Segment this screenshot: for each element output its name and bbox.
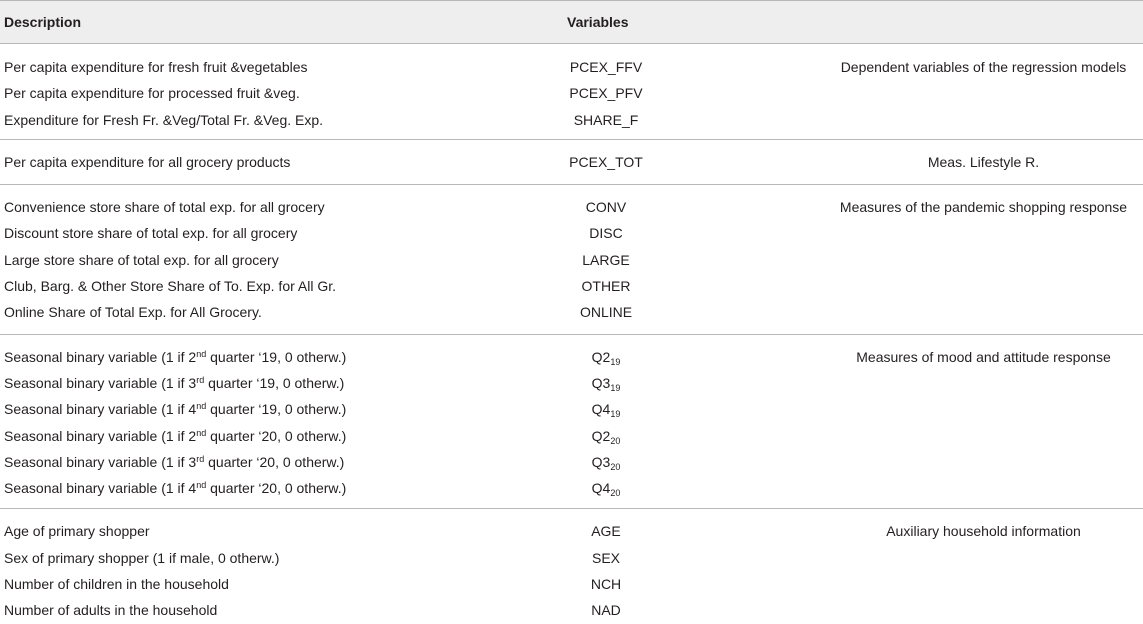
- var-main: Q2: [591, 427, 611, 444]
- table-row: [0, 220, 1143, 246]
- table-row: [0, 423, 1143, 449]
- row-note: Measures of the pandemic shopping response: [839, 199, 1128, 216]
- header-description: Description: [4, 14, 82, 30]
- row-variable: OTHER: [581, 278, 631, 295]
- row-variable: SEX: [591, 549, 620, 566]
- table-row: [0, 149, 1143, 175]
- row-variable: AGE: [591, 523, 621, 540]
- row-variable: [506, 423, 706, 449]
- ordinal-suffix: rd: [196, 374, 205, 385]
- row-description: [4, 344, 346, 370]
- table-row: [0, 597, 1143, 623]
- var-main: Q3: [591, 374, 611, 391]
- row-description: Per capita expenditure for fresh fruit &vegetables: [4, 59, 308, 75]
- row-description: Per capita expenditure for processed fruit &veg.: [4, 85, 300, 102]
- row-variable: SHARE_F: [573, 111, 639, 128]
- row-note: Measures of mood and attitude response: [856, 348, 1111, 365]
- table-row: [0, 571, 1143, 597]
- ordinal-suffix: nd: [196, 401, 207, 412]
- desc-text: quarter ‘20, 0 otherw.): [206, 480, 347, 497]
- row-description: Convenience store share of total exp. for all grocery: [4, 199, 325, 216]
- desc-text: Seasonal binary variable (1 if 4: [4, 480, 197, 497]
- var-subscript: 19: [610, 409, 621, 420]
- table-row: [0, 194, 1143, 220]
- row-description: Sex of primary shopper (1 if male, 0 otherw.): [4, 549, 280, 566]
- var-subscript: 20: [610, 435, 621, 446]
- table-row: [0, 370, 1143, 396]
- desc-text: Seasonal binary variable (1 if 4: [4, 401, 197, 418]
- row-variable: NAD: [591, 602, 621, 619]
- table-row: [0, 107, 1143, 133]
- row-description: Large store share of total exp. for all grocery: [4, 251, 279, 268]
- row-variable: [506, 475, 706, 501]
- desc-text: Seasonal binary variable (1 if 2: [4, 427, 197, 444]
- var-subscript: 19: [610, 382, 621, 393]
- row-description: Number of children in the household: [4, 576, 229, 593]
- row-description: [4, 423, 346, 449]
- row-variable: [506, 396, 706, 422]
- desc-text: quarter ‘19, 0 otherw.): [206, 348, 347, 365]
- table-row: [0, 247, 1143, 273]
- group-pandemic-shopping: [0, 185, 1143, 334]
- var-subscript: 20: [610, 488, 621, 499]
- desc-text: Seasonal binary variable (1 if 3: [4, 453, 197, 470]
- row-description: [4, 475, 346, 501]
- row-description: Club, Barg. & Other Store Share of To. Exp. for All Gr.: [4, 278, 337, 295]
- row-variable: PCEX_PFV: [569, 85, 643, 102]
- desc-text: quarter ‘19, 0 otherw.): [206, 401, 347, 418]
- row-variable: [506, 344, 706, 370]
- table-row: [0, 449, 1143, 475]
- header-variables: Variables: [567, 14, 629, 30]
- var-main: Q4: [591, 480, 611, 497]
- row-description: Number of adults in the household: [4, 602, 218, 619]
- row-description: [4, 370, 344, 396]
- group-seasonal: [0, 335, 1143, 510]
- group-dependent-variables: [0, 44, 1143, 140]
- table-row: [0, 299, 1143, 325]
- var-main: Q2: [591, 348, 611, 365]
- desc-text: quarter ‘20, 0 otherw.): [206, 427, 347, 444]
- row-description: Age of primary shopper: [4, 523, 150, 540]
- table-row: [0, 396, 1143, 422]
- group-household: [0, 509, 1143, 623]
- row-description: Expenditure for Fresh Fr. &Veg/Total Fr. &Veg. Exp.: [4, 111, 324, 128]
- table-row: [0, 273, 1143, 299]
- table-row: [0, 475, 1143, 501]
- ordinal-suffix: nd: [196, 348, 207, 359]
- table-row: [0, 545, 1143, 571]
- row-variable: [506, 370, 706, 396]
- ordinal-suffix: rd: [196, 453, 205, 464]
- row-description: Discount store share of total exp. for all grocery: [4, 225, 298, 242]
- row-variable: CONV: [585, 199, 627, 216]
- var-main: Q4: [591, 401, 611, 418]
- row-variable: PCEX_TOT: [569, 153, 643, 170]
- var-subscript: 20: [610, 461, 621, 472]
- row-variable: DISC: [589, 225, 623, 242]
- var-subscript: 19: [610, 356, 621, 367]
- row-variable: NCH: [590, 576, 622, 593]
- row-note: Meas. Lifestyle R.: [927, 153, 1040, 170]
- row-note: Auxiliary household information: [886, 523, 1081, 540]
- desc-text: quarter ‘19, 0 otherw.): [204, 374, 345, 391]
- row-description: [4, 449, 344, 475]
- row-note: Dependent variables of the regression models: [840, 59, 1127, 75]
- table-row: [0, 80, 1143, 106]
- table-row: [0, 518, 1143, 544]
- var-main: Q3: [591, 453, 611, 470]
- row-description: Online Share of Total Exp. for All Grocery.: [4, 304, 262, 321]
- table-row: [0, 54, 1143, 80]
- row-description: Per capita expenditure for all grocery products: [4, 153, 291, 170]
- row-description: [4, 396, 346, 422]
- table-header: [0, 0, 1143, 44]
- table-row: [0, 344, 1143, 370]
- group-lifestyle: [0, 140, 1143, 185]
- row-variable: PCEX_FFV: [569, 59, 643, 75]
- row-variable: LARGE: [582, 251, 630, 268]
- row-variable: ONLINE: [579, 304, 633, 321]
- desc-text: Seasonal binary variable (1 if 3: [4, 374, 197, 391]
- row-variable: [506, 449, 706, 475]
- desc-text: Seasonal binary variable (1 if 2: [4, 348, 197, 365]
- ordinal-suffix: nd: [196, 480, 207, 491]
- desc-text: quarter ‘20, 0 otherw.): [204, 453, 345, 470]
- ordinal-suffix: nd: [196, 427, 207, 438]
